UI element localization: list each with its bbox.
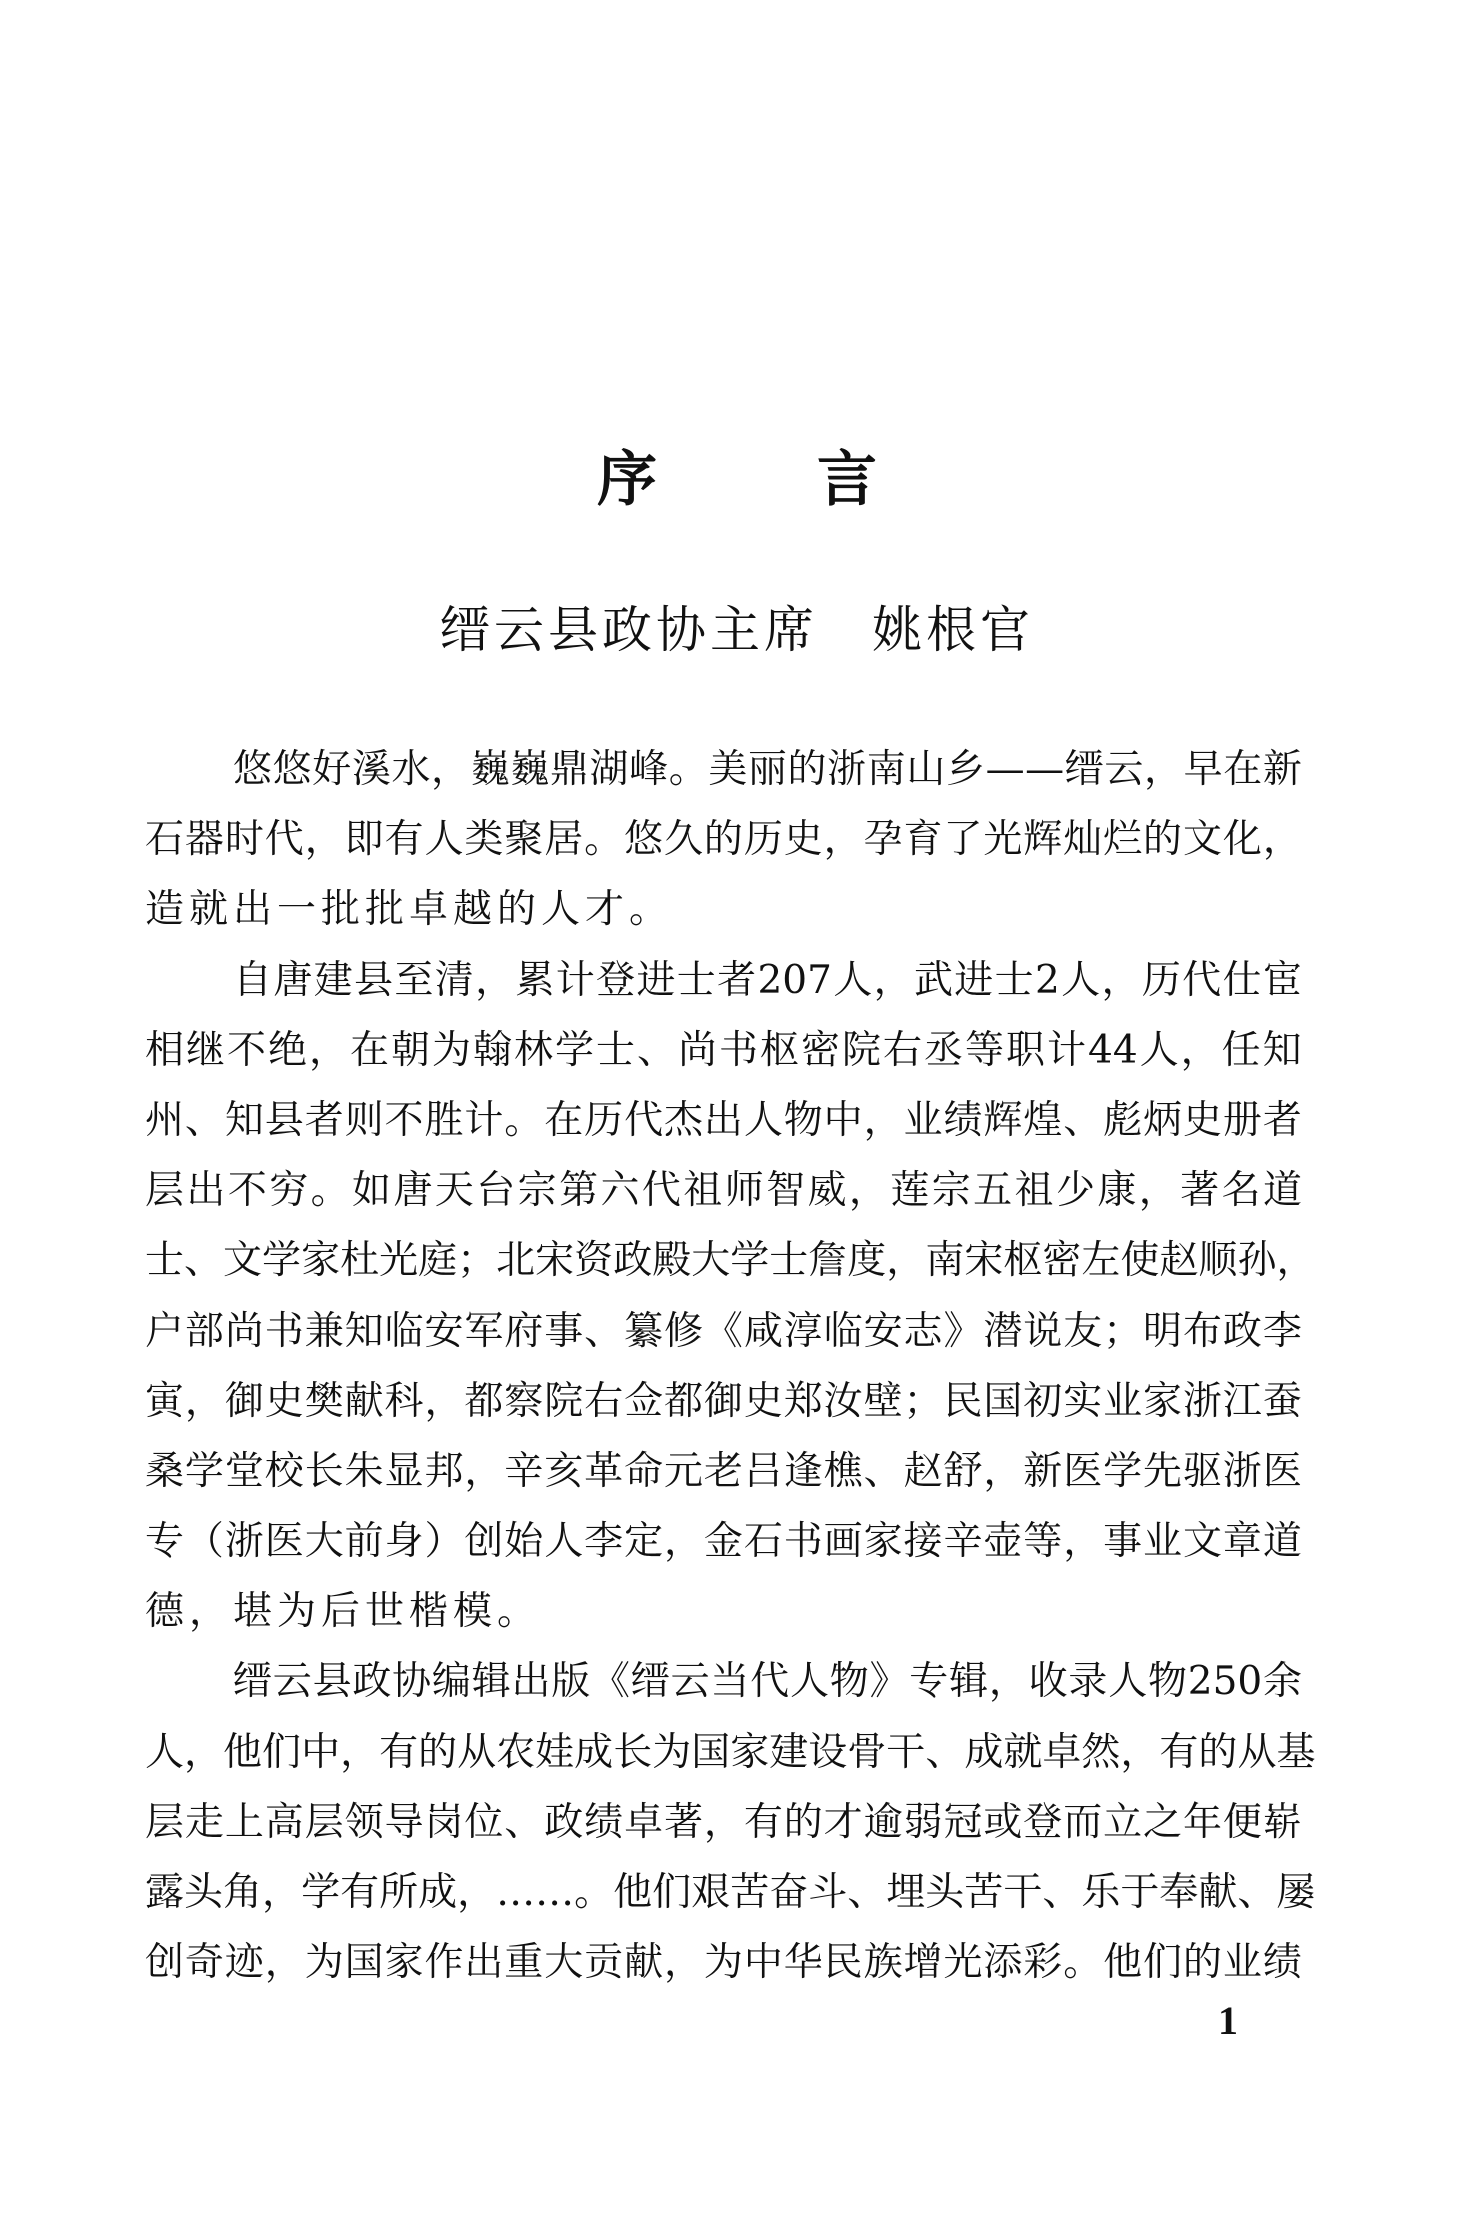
text-line: 自 唐 建 县 至 清 ， 累 计 登 进 士 者 207 人 ， 武 进 士 2 人 ， 历 代 仕 宦 bbox=[233, 957, 1302, 1003]
text-line: 石 器 时 代 ， 即 有 人 类 聚 居 。 悠 久 的 历 史 ， 孕 育 了 光 辉 灿 烂 的 文 化 ， bbox=[145, 817, 1302, 863]
text-line: 相 继 不 绝 ， 在 朝 为 翰 林 学 士 、 尚 书 枢 密 院 右 丞 等 职 计 44 人 ， 任 知 bbox=[145, 1027, 1302, 1073]
author-position: 缙云县政协主席 bbox=[440, 601, 818, 659]
text-line: 露 头 角 ， 学 有 所 成 ， … … 。 他 们 艰 苦 奋 斗 、 埋 头 苦 干 、 乐 于 奉 献 、 屡 bbox=[145, 1870, 1316, 1915]
author-byline bbox=[0, 598, 1474, 662]
text-line: 创 奇 迹 ， 为 国 家 作 出 重 大 贡 献 ， 为 中 华 民 族 增 光 添 彩 。 他 们 的 业 绩 bbox=[145, 1940, 1302, 1986]
page-title bbox=[0, 440, 1474, 520]
text-line: 层 出 不 穷 。 如 唐 天 台 宗 第 六 代 祖 师 智 威 ， 莲 宗 五 祖 少 康 ， 著 名 道 bbox=[145, 1168, 1302, 1214]
author-name: 姚根官 bbox=[872, 601, 1034, 659]
text-line: 州 、 知 县 者 则 不 胜 计 。 在 历 代 杰 出 人 物 中 ， 业 绩 辉 煌 、 彪 炳 史 册 者 bbox=[145, 1097, 1302, 1143]
title-char-1: 序 bbox=[597, 445, 657, 515]
body-text bbox=[145, 742, 1316, 2005]
text-line: 人 ， 他 们 中 ， 有 的 从 农 娃 成 长 为 国 家 建 设 骨 干 、 成 就 卓 然 ， 有 的 从 基 bbox=[145, 1729, 1316, 1775]
text-line: 桑 学 堂 校 长 朱 显 邦 ， 辛 亥 革 命 元 老 吕 逢 樵 、 赵 舒 ， 新 医 学 先 驱 浙 医 bbox=[145, 1448, 1302, 1494]
text-line: 专 （ 浙 医 大 前 身 ） 创 始 人 李 定 ， 金 石 书 画 家 接 辛 壶 等 ， 事 业 文 章 道 bbox=[145, 1519, 1302, 1565]
page-number: 1 bbox=[1218, 1998, 1238, 2043]
text-line: 造就出一批批卓越的人才。 bbox=[145, 887, 674, 933]
text-line: 士 、 文 学 家 杜 光 庭 ； 北 宋 资 政 殿 大 学 士 詹 度 ， 南 宋 枢 密 左 使 赵 顺 孙 ， bbox=[145, 1238, 1316, 1284]
text-line: 层 走 上 高 层 领 导 岗 位 、 政 绩 卓 著 ， 有 的 才 逾 弱 冠 或 登 而 立 之 年 便 崭 bbox=[145, 1799, 1302, 1845]
text-line: 德，堪为后世楷模。 bbox=[145, 1589, 542, 1635]
text-line: 缙 云 县 政 协 编 辑 出 版 《 缙 云 当 代 人 物 》 专 辑 ， 收 录 人 物 250 余 bbox=[233, 1659, 1302, 1705]
title-char-2: 言 bbox=[817, 445, 877, 515]
text-line: 寅 ， 御 史 樊 献 科 ， 都 察 院 右 佥 都 御 史 郑 汝 壁 ； 民 国 初 实 业 家 浙 江 蚕 bbox=[145, 1378, 1302, 1424]
text-line: 悠 悠 好 溪 水 ， 巍 巍 鼎 湖 峰 。 美 丽 的 浙 南 山 乡 — — 缙 云 ， 早 在 新 bbox=[233, 747, 1302, 792]
text-line: 户 部 尚 书 兼 知 临 安 军 府 事 、 纂 修 《 咸 淳 临 安 志 》 潜 说 友 ； 明 布 政 李 bbox=[145, 1308, 1302, 1354]
